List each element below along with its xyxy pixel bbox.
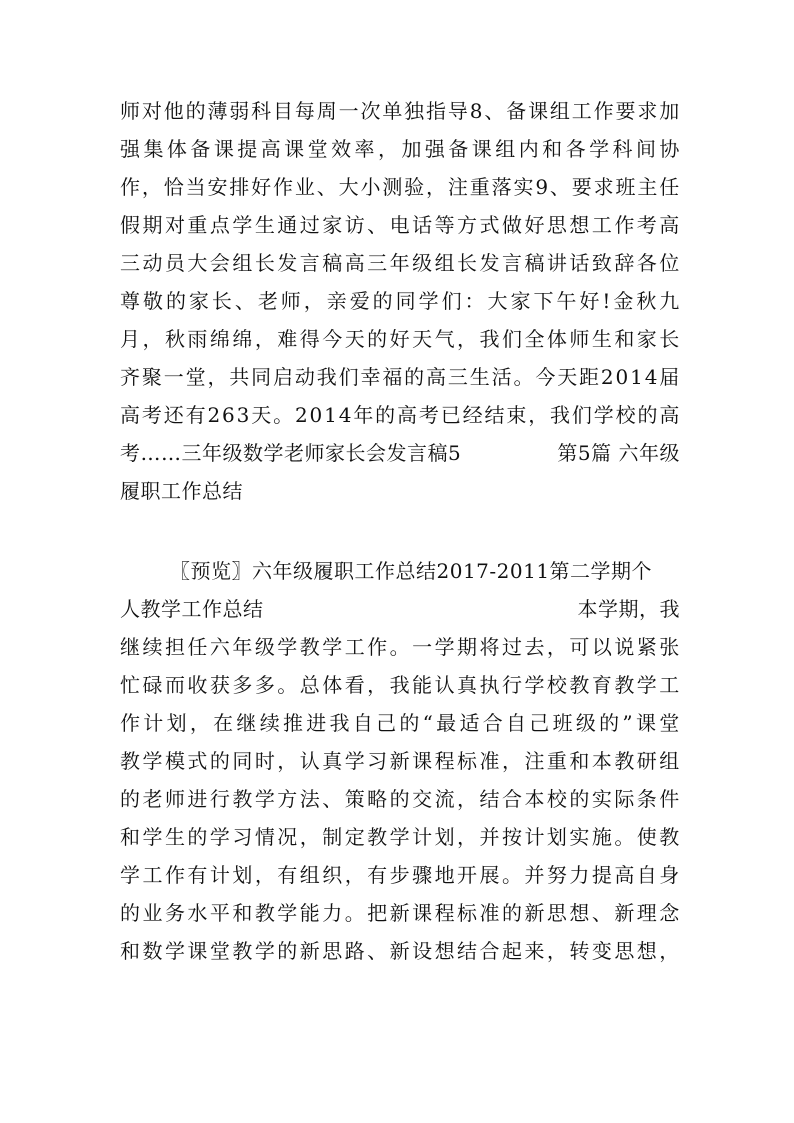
paragraph-line: 尊 敬 的 家 长 、 老 师 ， 亲 爱 的 同 学 们 ： 大 家 下 午 好 ! 金 秋 九 (120, 289, 680, 313)
paragraph-line: 强 集 体 备 课 提 高 课 堂 效 率 ， 加 强 备 课 组 内 和 各 学 科 间 协 (120, 137, 680, 161)
paragraph-1 (120, 92, 680, 510)
paragraph-line: 的 老 师 进 行 教 学 方 法 、 策 略 的 交 流 ， 结 合 本 校 的 实 际 条 件 (120, 787, 680, 811)
line-left-segment: 人教学工作总结 (120, 597, 264, 621)
line-left-segment: 考……三年级数学老师家长会发言稿5 (120, 441, 462, 465)
paragraph-line: 月 ， 秋 雨 绵 绵 ， 难 得 今 天 的 好 天 气 ， 我 们 全 体 师 生 和 家 长 (120, 327, 680, 351)
paragraph-line: 三 动 员 大 会 组 长 发 言 稿 高 三 年 级 组 长 发 言 稿 讲 话 致 辞 各 位 (120, 251, 680, 275)
paragraph-line: 继 续 担 任 六 年 级 学 教 学 工 作 。 一 学 期 将 过 去 ， 可 以 说 紧 张 (120, 635, 680, 659)
paragraph-line: 齐 聚 一 堂 ， 共 同 启 动 我 们 幸 福 的 高 三 生 活 。 今 天 距 2 0 1 4 届 (120, 365, 680, 389)
paragraph-line: 忙 碌 而 收 获 多 多 。 总 体 看 ， 我 能 认 真 执 行 学 校 教 育 教 学 工 (120, 673, 680, 697)
paragraph-line: 教 学 模 式 的 同 时 ， 认 真 学 习 新 课 程 标 准 ， 注 重 和 本 教 研 组 (120, 749, 680, 773)
paragraph-line: 假 期 对 重 点 学 生 通 过 家 访 、 电 话 等 方 式 做 好 思 想 工 作 考 高 (120, 213, 680, 237)
paragraph-line: 作 计 划 ， 在 继 续 推 进 我 自 己 的 “ 最 适 合 自 己 班 级 的 ” 课 堂 (120, 711, 680, 735)
paragraph-line-split (120, 434, 680, 472)
line-right-segment: 第5篇 六年级 (557, 441, 680, 465)
paragraph-line: 作 ， 恰 当 安 排 好 作 业 、 大 小 测 验 ， 注 重 落 实 9 、 要 求 班 主 任 (120, 175, 680, 199)
paragraph-first-line: 〖预览〗六年级履职工作总结2017-2011第二学期个 (170, 559, 653, 583)
paragraph-line: 师 对 他 的 薄 弱 科 目 每 周 一 次 单 独 指 导 8 、 备 课 组 工 作 要 求 加 (120, 99, 680, 123)
paragraph-line: 学 工 作 有 计 划 ， 有 组 织 ， 有 步 骤 地 开 展 。 并 努 力 提 高 自 身 (120, 863, 680, 887)
paragraph-line: 高 考 还 有 2 6 3 天 。 2 0 1 4 年 的 高 考 已 经 结 束 ， 我 们 学 校 的 高 (120, 403, 680, 427)
paragraph-line: 履职工作总结 (120, 479, 243, 503)
paragraph-line: 和 数 学 课 堂 教 学 的 新 思 路 、 新 设 想 结 合 起 来 ， 转 变 思 想 ， (120, 939, 680, 963)
paragraph-2 (120, 552, 680, 970)
paragraph-line: 的 业 务 水 平 和 教 学 能 力 。 把 新 课 程 标 准 的 新 思 想 、 新 理 念 (120, 901, 680, 925)
paragraph-line-split (120, 590, 680, 628)
paragraph-line: 和 学 生 的 学 习 情 况 ， 制 定 教 学 计 划 ， 并 按 计 划 实 施 。 使 教 (120, 825, 680, 849)
line-right-segment: 本学期，我 (577, 597, 680, 621)
